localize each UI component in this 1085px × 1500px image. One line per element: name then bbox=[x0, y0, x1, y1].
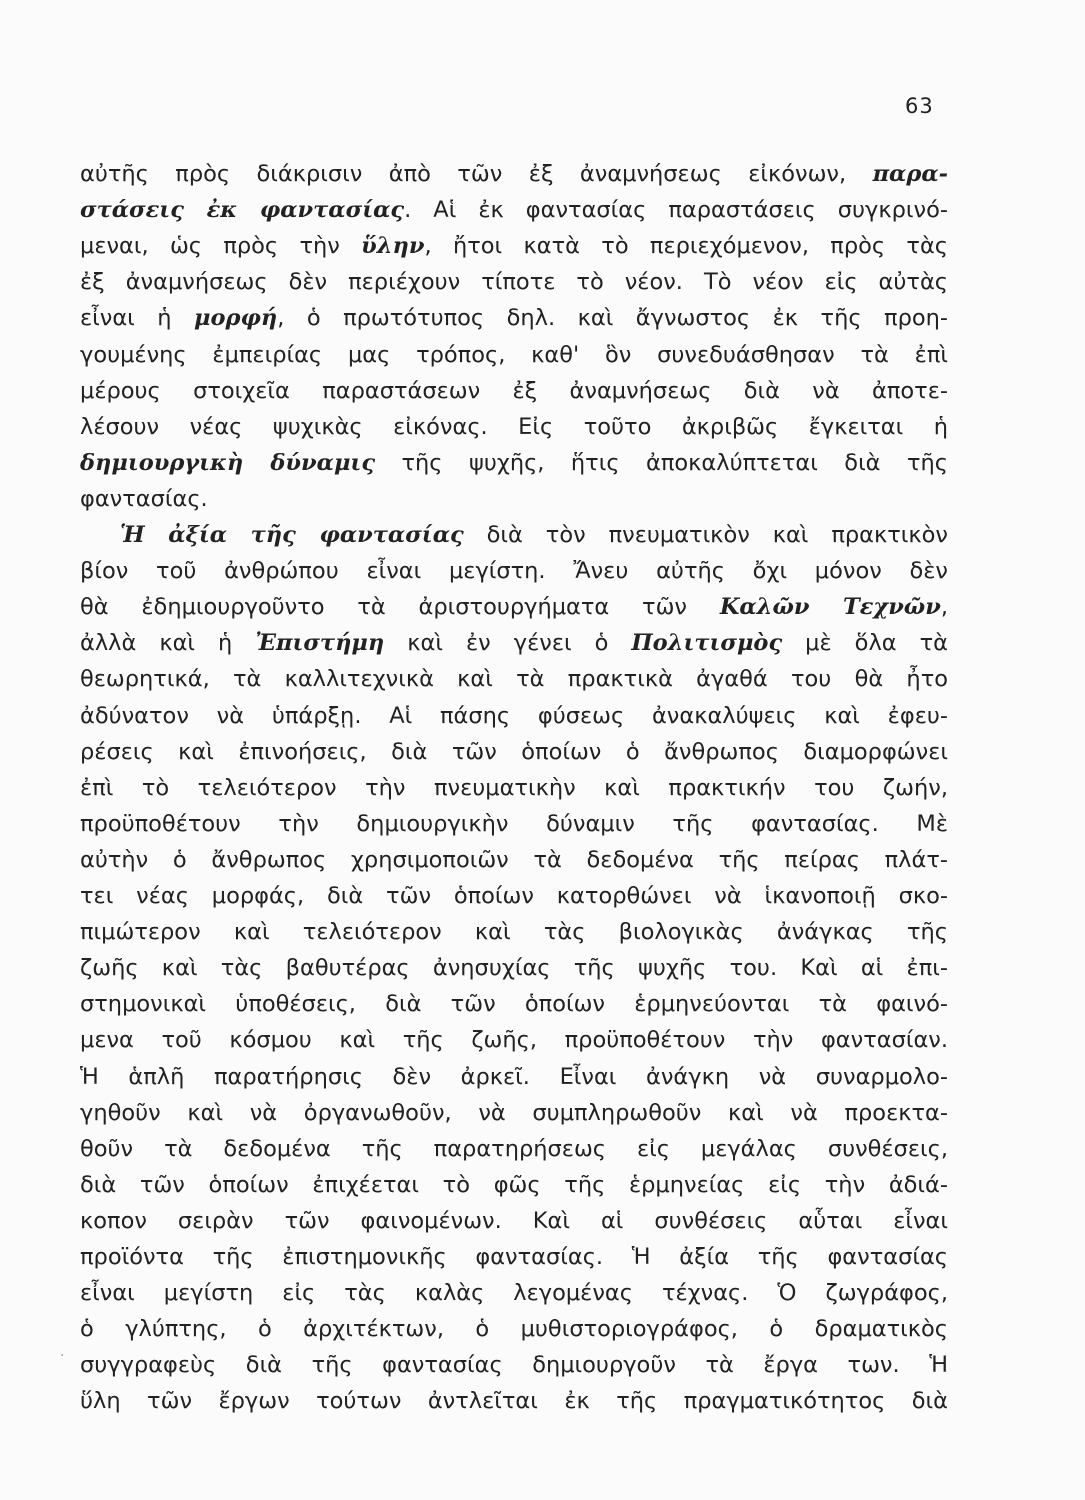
text-run: ἀλλὰ καὶ ἡ bbox=[80, 630, 256, 657]
text-run: ζωῆς καὶ τὰς βαθυτέρας ἀνησυχίας τῆς ψυχῆς του. Καὶ αἱ ἐπι- bbox=[80, 955, 948, 982]
text-run: προϊόντα τῆς ἐπιστημονικῆς φαντασίας. Ἡ ἀξία τῆς φαντασίας bbox=[80, 1244, 948, 1270]
emphasized-term: Ἐπιστήμη bbox=[255, 630, 385, 657]
text-run: τει νέας μορφάς, διὰ τῶν ὁποίων κατορθώνει νὰ ἱκανοποιῇ σκο- bbox=[80, 883, 948, 909]
text-line bbox=[80, 841, 948, 879]
text-line bbox=[80, 697, 948, 735]
text-line bbox=[80, 1094, 948, 1132]
text-line bbox=[80, 552, 948, 590]
emphasized-term: Πολιτισμὸς bbox=[631, 630, 783, 657]
text-run: γηθοῦν καὶ νὰ ὀργανωθοῦν, νὰ συμπληρωθοῦν καὶ νὰ προεκτα- bbox=[80, 1099, 948, 1126]
text-run: μὲ ὅλα τὰ bbox=[782, 630, 948, 657]
text-run: ὕλη τῶν ἔργων τούτων ἀντλεῖται ἐκ τῆς πραγματικότητος διὰ bbox=[80, 1388, 948, 1415]
text-line bbox=[80, 1382, 948, 1420]
text-line bbox=[80, 1202, 948, 1240]
emphasized-term: ὕλην bbox=[361, 233, 425, 260]
text-run: εἶναι μεγίστη εἰς τὰς καλὰς λεγομένας τέχνας. Ὁ ζωγράφος, bbox=[80, 1280, 948, 1307]
text-line bbox=[80, 480, 948, 518]
text-run: ἀδύνατον νὰ ὑπάρξῃ. Αἱ πάσης φύσεως ἀνακαλύψεις καὶ ἐφευ- bbox=[80, 702, 948, 729]
text-run: φαντασίας. bbox=[80, 485, 208, 512]
text-run: ἐπὶ τὸ τελειότερον τὴν πνευματικὴν καὶ πρακτικήν του ζωήν, bbox=[80, 774, 948, 801]
text-run: . Αἱ ἐκ φαντασίας παραστάσεις συγκρινό- bbox=[404, 197, 948, 224]
text-line bbox=[80, 660, 948, 698]
text-line bbox=[80, 1346, 948, 1384]
emphasized-term: στάσεις ἐκ φαντασίας bbox=[80, 197, 405, 224]
text-line bbox=[80, 949, 948, 987]
text-run: , ὁ πρωτότυπος δηλ. καὶ ἄγνωστος ἐκ τῆς προη- bbox=[277, 305, 948, 332]
emphasized-term: παρα- bbox=[872, 161, 948, 187]
text-run: προϋποθέτουν τὴν δημιουργικὴν δύναμιν τῆς φαντασίας. Μὲ bbox=[80, 810, 948, 837]
text-run: μεναι, ὡς πρὸς τὴν bbox=[80, 233, 362, 260]
text-run: μενα τοῦ κόσμου καὶ τῆς ζωῆς, προϋποθέτουν τὴν φαντασίαν. bbox=[80, 1027, 948, 1054]
text-line bbox=[80, 588, 948, 626]
text-line bbox=[120, 516, 948, 554]
text-line bbox=[80, 733, 948, 771]
text-line bbox=[80, 263, 948, 301]
text-run: στημονικαὶ ὑποθέσεις, διὰ τῶν ὁποίων ἑρμηνεύονται τὰ φαινό- bbox=[80, 991, 948, 1018]
emphasized-term: Καλῶν Τεχνῶν bbox=[719, 594, 941, 621]
text-line bbox=[80, 191, 948, 229]
text-run: , bbox=[940, 594, 948, 621]
text-line bbox=[80, 444, 948, 482]
text-run: γουμένης ἐμπειρίας μας τρόπος, καθ' ὃν συνεδυάσθησαν τὰ ἐπὶ bbox=[80, 341, 948, 368]
text-line bbox=[80, 408, 948, 446]
text-line bbox=[80, 1274, 948, 1312]
text-run: βίον τοῦ ἀνθρώπου εἶναι μεγίστη. Ἄνευ αὐτῆς ὄχι μόνον δὲν bbox=[80, 558, 948, 585]
text-run: θὰ ἐδημιουργοῦντο τὰ ἀριστουργήματα τῶν bbox=[80, 594, 720, 621]
text-run: ρέσεις καὶ ἐπινοήσεις, διὰ τῶν ὁποίων ὁ ἄνθρωπος διαμορφώνει bbox=[80, 738, 948, 765]
text-line bbox=[80, 1238, 948, 1276]
text-line bbox=[80, 805, 948, 843]
text-run: καὶ ἐν γένει ὁ bbox=[384, 630, 632, 657]
text-line bbox=[80, 336, 948, 374]
text-line bbox=[80, 913, 948, 951]
text-line bbox=[80, 1058, 948, 1096]
text-run: αὐτῆς πρὸς διάκρισιν ἀπὸ τῶν ἐξ ἀναμνήσεως εἰκόνων, bbox=[80, 161, 873, 187]
page-number: 63 bbox=[905, 94, 934, 118]
text-run: ὁ γλύπτης, ὁ ἀρχιτέκτων, ὁ μυθιστοριογράφος, ὁ δραματικὸς bbox=[80, 1316, 948, 1343]
text-line bbox=[80, 372, 948, 410]
emphasized-term: μορφή bbox=[194, 305, 278, 332]
margin-mark: · bbox=[60, 1348, 65, 1364]
text-line bbox=[80, 877, 948, 915]
text-run: θεωρητικά, τὰ καλλιτεχνικὰ καὶ τὰ πρακτικὰ ἀγαθά του θὰ ἦτο bbox=[80, 666, 948, 693]
text-line bbox=[80, 624, 948, 662]
text-run: , ἤτοι κατὰ τὸ περιεχόμενον, πρὸς τὰς bbox=[424, 233, 948, 260]
text-run: λέσουν νέας ψυχικὰς εἰκόνας. Εἰς τοῦτο ἀκριβῶς ἔγκειται ἡ bbox=[80, 413, 948, 440]
text-line bbox=[80, 227, 948, 265]
text-line bbox=[80, 299, 948, 337]
emphasized-term: Ἡ ἀξία τῆς φαντασίας bbox=[120, 522, 464, 548]
text-line bbox=[80, 1166, 948, 1204]
text-line bbox=[80, 985, 948, 1023]
text-run: ἐξ ἀναμνήσεως δὲν περιέχουν τίποτε τὸ νέον. Τὸ νέον εἰς αὐτὰς bbox=[80, 269, 948, 296]
text-line bbox=[80, 155, 948, 193]
text-run: μέρους στοιχεῖα παραστάσεων ἐξ ἀναμνήσεως διὰ νὰ ἀποτε- bbox=[80, 377, 948, 404]
text-run: εἶναι ἡ bbox=[80, 305, 195, 332]
text-run: πιμώτερον καὶ τελειότερον καὶ τὰς βιολογικὰς ἀνάγκας τῆς bbox=[80, 919, 948, 946]
text-run: τῆς ψυχῆς, ἥτις ἀποκαλύπτεται διὰ τῆς bbox=[375, 449, 948, 476]
text-line bbox=[80, 1021, 948, 1059]
text-run: Ἡ ἁπλῆ παρατήρησις δὲν ἀρκεῖ. Εἶναι ἀνάγκη νὰ συναρμολο- bbox=[80, 1063, 948, 1090]
text-line bbox=[80, 1310, 948, 1348]
text-run: κοπον σειρὰν τῶν φαινομένων. Καὶ αἱ συνθέσεις αὗται εἶναι bbox=[80, 1207, 948, 1234]
text-run: διὰ τὸν πνευματικὸν καὶ πρακτικὸν bbox=[463, 522, 949, 548]
text-line bbox=[80, 769, 948, 807]
text-run: διὰ τῶν ὁποίων ἐπιχέεται τὸ φῶς τῆς ἑρμηνείας εἰς τὴν ἀδιά- bbox=[80, 1171, 948, 1198]
text-run: θοῦν τὰ δεδομένα τῆς παρατηρήσεως εἰς μεγάλας συνθέσεις, bbox=[80, 1135, 948, 1162]
emphasized-term: δημιουργικὴ δύναμις bbox=[80, 449, 376, 476]
text-run: συγγραφεὺς διὰ τῆς φαντασίας δημιουργοῦν τὰ ἔργα των. Ἡ bbox=[80, 1352, 948, 1379]
text-run: αὐτὴν ὁ ἄνθρωπος χρησιμοποιῶν τὰ δεδομένα τῆς πείρας πλάτ- bbox=[80, 846, 948, 873]
text-line bbox=[80, 1130, 948, 1168]
